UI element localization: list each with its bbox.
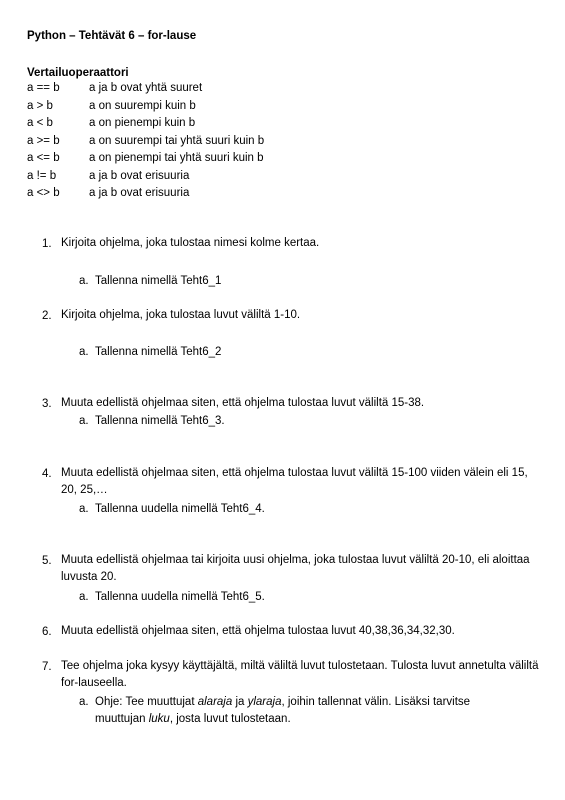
task-text: Muuta edellistä ohjelmaa siten, että ohjelma tulostaa luvut väliltä 15-38. (61, 396, 425, 409)
subtask-text: Tallenna nimellä Teht6_3. (95, 415, 225, 427)
operator-symbol: a <> b (27, 187, 60, 199)
task-number: 1. (42, 238, 52, 250)
operator-description: a on pienempi kuin b (89, 117, 196, 129)
task-number: 7. (42, 661, 52, 673)
operators-heading: Vertailuoperaattori (27, 67, 129, 79)
operator-description: a on suurempi tai yhtä suuri kuin b (89, 134, 265, 147)
operator-symbol: a < b (27, 117, 53, 129)
operator-description: a on suurempi kuin b (89, 99, 196, 112)
operator-description: a ja b ovat erisuuria (89, 187, 190, 199)
operator-symbol: a >= b (27, 134, 60, 147)
subtask-text: Tallenna nimellä Teht6_2 (95, 346, 222, 358)
subtask-text: Tallenna uudella nimellä Teht6_4. (95, 503, 265, 515)
task-text: Muuta edellistä ohjelmaa siten, että ohjelma tulostaa luvut 40,38,36,34,32,30. (61, 624, 455, 637)
operator-description: a on pienempi tai yhtä suuri kuin b (89, 152, 264, 164)
subtask-letter: a. (79, 591, 89, 603)
task-number: 3. (42, 398, 52, 410)
hint-part: Ohje: Tee muuttujat (95, 696, 198, 708)
task-number: 6. (42, 626, 52, 638)
operator-symbol: a > b (27, 99, 53, 112)
task-text: Tee ohjelma joka kysyy käyttäjältä, miltä väliltä luvut tulostetaan. Tulosta luvut annetulta väliltä for-lauseella. (61, 659, 539, 689)
operator-symbol: a <= b (27, 152, 60, 164)
variable-ylaraja: ylaraja (247, 696, 282, 708)
variable-luku: luku (148, 713, 170, 725)
subtask-text: Tallenna nimellä Teht6_1 (95, 275, 222, 287)
subtask-letter: a. (79, 346, 89, 358)
hint-part: , joihin tallennat välin. Lisäksi tarvitse (281, 696, 471, 708)
hint-part: ja (232, 696, 248, 708)
hint-part: , josta luvut tulostetaan. (169, 713, 291, 725)
task-number: 4. (42, 468, 52, 480)
subtask-text: Tallenna uudella nimellä Teht6_5. (95, 591, 265, 603)
page-title: Python – Tehtävät 6 – for-lause (27, 30, 197, 42)
subtask-letter: a. (79, 275, 89, 287)
task-number: 2. (42, 310, 52, 322)
operator-description: a ja b ovat yhtä suuret (89, 82, 203, 94)
task-text: Muuta edellistä ohjelmaa tai kirjoita uusi ohjelma, joka tulostaa luvut väliltä 20-10, eli aloittaa luvusta 20. (61, 553, 530, 583)
operator-symbol: a == b (27, 82, 60, 94)
task-text: Muuta edellistä ohjelmaa siten, että ohjelma tulostaa luvut väliltä 15-100 viiden välein eli 15, 20, 25,… (61, 466, 528, 496)
hint-text-line2 (95, 712, 291, 726)
task-text: Kirjoita ohjelma, joka tulostaa nimesi kolme kertaa. (61, 236, 320, 249)
subtask-letter: a. (79, 503, 89, 515)
hint-part: muuttujan (95, 713, 149, 725)
subtask-letter: a. (79, 696, 89, 708)
task-text: Kirjoita ohjelma, joka tulostaa luvut väliltä 1-10. (61, 308, 301, 321)
task-number: 5. (42, 555, 52, 567)
subtask-letter: a. (79, 415, 89, 427)
operator-symbol: a != b (27, 169, 57, 182)
hint-text-line1 (95, 695, 470, 709)
operator-description: a ja b ovat erisuuria (89, 169, 190, 182)
variable-alaraja: alaraja (197, 696, 233, 708)
